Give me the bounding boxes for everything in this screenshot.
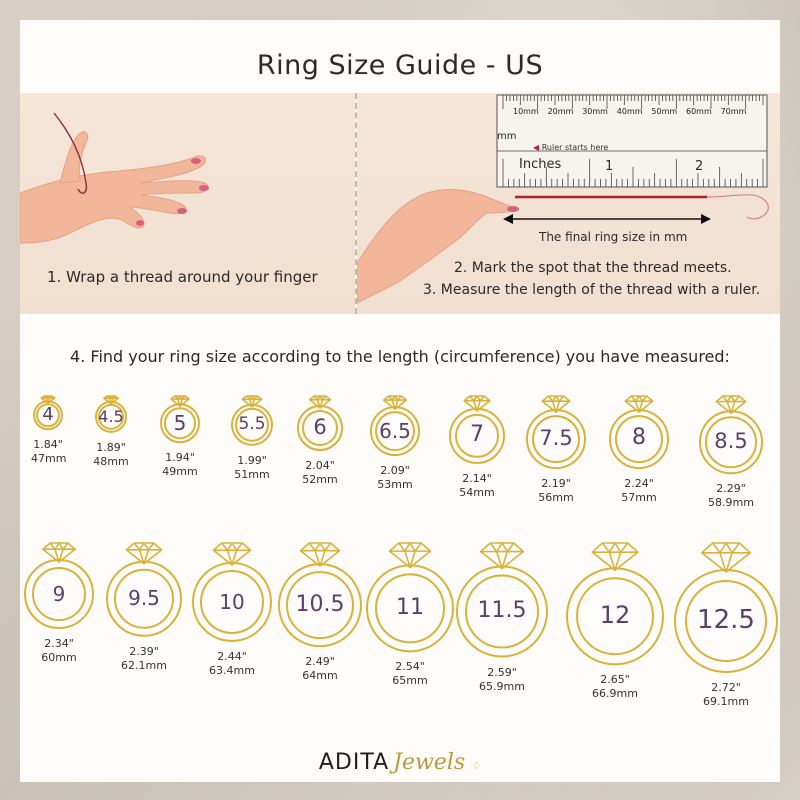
ring-size-mm: 53mm [377,478,413,492]
ring-size-inch: 2.65" [600,673,630,687]
ruler-start-arrow-icon: ◀ [533,143,540,152]
inch-mark-1: 1 [605,159,614,174]
ring-size-mm: 65mm [392,674,428,688]
ring-size-number: 11.5 [477,597,527,623]
inch-mark-2: 2 [695,159,704,174]
ring-size-item [22,542,96,665]
ring-size-inch: 2.39" [129,644,159,658]
ring-size-item [295,395,345,487]
ring-size-mm: 49mm [162,465,198,479]
ring-size-inch: 1.84" [33,438,63,452]
ring-size-item [276,542,364,683]
brand-name: ADITA [318,750,390,775]
ring-size-item [229,395,275,482]
mm-tick-label: 70mm [720,107,747,116]
ring-size-number: 6.5 [379,418,411,443]
step3-text: 3. Measure the length of the thread with a ruler. [423,282,761,298]
guide-card [20,20,780,782]
ring-size-item [454,542,550,694]
mm-tick-label: 50mm [651,107,678,116]
ring-size-number: 9 [52,581,66,606]
ring-size-inch: 1.94" [165,451,195,465]
ring-size-inch: 2.09" [380,464,410,478]
ring-size-mm: 64mm [302,669,338,683]
ring-size-item [364,542,456,688]
ruler-illustration [357,93,780,314]
ring-size-number: 9.5 [128,586,160,611]
mm-tick-label: 20mm [547,107,574,116]
ring-size-item [190,542,274,678]
ring-size-mm: 60mm [41,651,77,665]
ring-size-inch: 2.44" [217,649,247,663]
ring-size-number: 5.5 [238,414,266,435]
ring-size-number: 8.5 [714,429,748,454]
ring-size-inch: 1.89" [96,440,126,454]
ring-size-number: 12.5 [697,604,755,635]
brand-sub: Jewels [393,750,466,775]
ring-size-number: 5 [173,410,187,435]
ring-size-mm: 58.9mm [708,496,754,510]
ring-size-inch: 2.04" [305,458,335,472]
ring-size-inch: 2.24" [624,477,654,491]
brand-logo [20,750,780,775]
ring-size-number: 6 [313,414,327,439]
ring-size-item [447,395,507,500]
ring-size-inch: 2.59" [487,665,517,679]
mm-tick-label: 10mm [513,107,539,116]
mm-tick-label: 40mm [616,107,643,116]
ring-size-inch: 1.99" [237,453,267,467]
ring-size-inch: 2.14" [462,471,492,485]
ring-size-mm: 69.1mm [703,695,749,709]
ring-size-inch: 2.19" [541,477,571,491]
ruler-start-text: Ruler starts here [541,143,609,152]
mm-tick-label: 60mm [686,107,712,116]
step4-text: 4. Find your ring size according to the length (circumference) you have measured: [70,347,730,366]
ring-size-inch: 2.54" [395,660,425,674]
ring-size-item [368,395,422,492]
ring-size-mm: 62.1mm [121,658,167,672]
ring-size-number: 10.5 [295,591,345,617]
ring-size-mm: 63.4mm [209,663,255,677]
ring-size-number: 4.5 [98,406,124,426]
ring-size-item [697,395,765,510]
ring-size-item [524,395,588,505]
ring-size-item [564,542,666,701]
ring-size-mm: 65.9mm [479,679,525,693]
inches-label: Inches [519,157,562,172]
page-title: Ring Size Guide - US [256,50,544,81]
final-size-label: The final ring size in mm [539,230,688,244]
ring-size-number: 11 [396,594,424,620]
step2-text: 2. Mark the spot that the thread meets. [454,260,732,276]
ring-size-number: 7 [470,422,484,448]
ring-size-mm: 56mm [538,491,574,505]
ring-size-item [672,542,780,709]
ring-size-mm: 48mm [93,454,129,468]
ruler-start-label [533,143,608,152]
ring-size-item [93,395,129,469]
ring-size-mm: 57mm [621,491,657,505]
ring-size-inch: 2.72" [711,681,741,695]
ring-size-number: 12 [599,601,631,630]
ring-size-number: 4 [42,404,54,426]
ring-size-item [607,395,671,505]
diamond-icon: ♢ [472,761,482,772]
ruler-panel [357,93,780,314]
ring-size-number: 7.5 [539,426,573,451]
ring-size-mm: 52mm [302,472,338,486]
ring-size-inch: 2.34" [44,637,74,651]
ring-size-item [158,395,202,479]
step1-text: 1. Wrap a thread around your finger [47,268,318,286]
ring-size-mm: 66.9mm [592,687,638,701]
ring-size-mm: 54mm [459,485,495,499]
ring-size-inch: 2.49" [305,655,335,669]
ring-size-item [31,395,65,466]
ring-size-inch: 2.29" [716,482,746,496]
ring-size-number: 10 [219,589,245,614]
ring-size-mm: 51mm [234,467,270,481]
ring-size-item [104,542,184,673]
mm-unit-label: mm [497,131,517,142]
ring-size-mm: 47mm [31,452,67,466]
mm-tick-label: 30mm [582,107,608,116]
ring-size-number: 8 [632,425,646,451]
